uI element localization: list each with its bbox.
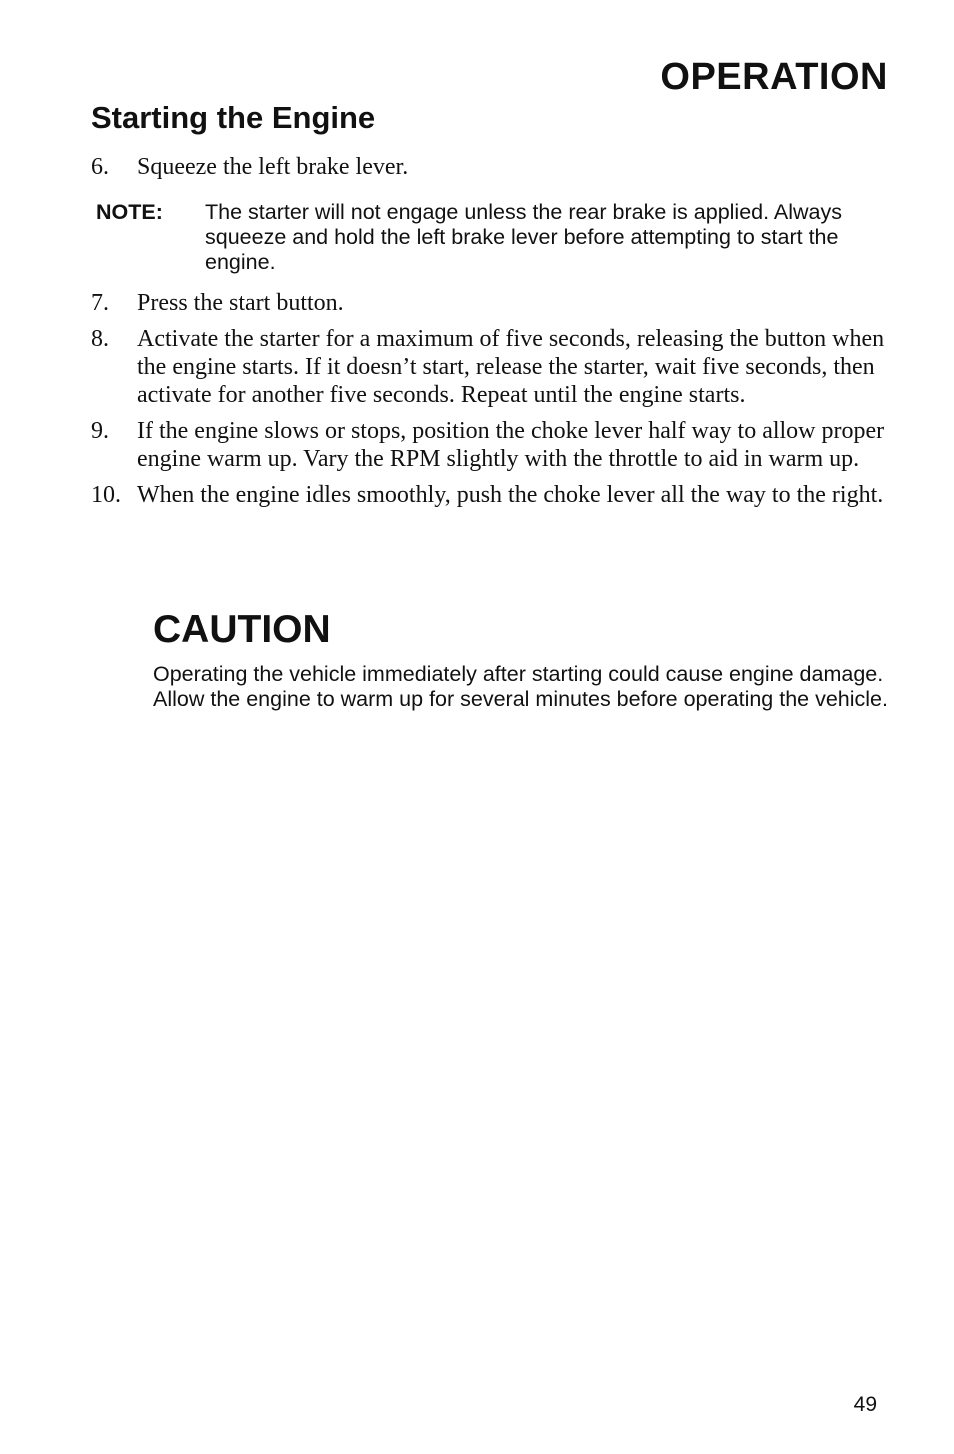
step-number: 6.: [91, 154, 109, 180]
step-text: When the engine idles smoothly, push the choke lever all the way to the right.: [137, 482, 884, 508]
page-number: 49: [853, 1393, 877, 1416]
step-number: 8.: [91, 326, 109, 352]
step-number: 9.: [91, 418, 109, 444]
note-text: The starter will not engage unless the rear brake is applied. Always squeeze and hold the left brake lever before attempting to start the engine.: [205, 200, 842, 274]
section-title: Starting the Engine: [91, 100, 376, 135]
step-text: If the engine slows or stops, position the choke lever half way to allow proper engine warm up. Vary the RPM slightly with the throttle to aid in warm up.: [137, 418, 885, 472]
caution-text: Operating the vehicle immediately after starting could cause engine damage. Allow the engine to warm up for several minutes before operating the vehicle.: [153, 662, 888, 711]
caution-block: [153, 606, 898, 712]
list-item: [91, 481, 891, 509]
caution-title: CAUTION: [153, 608, 331, 651]
step-text: Activate the starter for a maximum of five seconds, releasing the button when the engine starts. If it doesn’t start, release the starter, wait five seconds, then activate for another five seconds. Repeat until the engine starts.: [137, 326, 885, 408]
steps-list-second: [91, 289, 891, 517]
list-item: [91, 325, 891, 409]
list-item: [91, 153, 891, 181]
note-label: NOTE:: [96, 200, 163, 224]
page-header: OPERATION: [660, 56, 888, 98]
steps-list-first: [91, 153, 891, 189]
step-number: 10.: [91, 482, 121, 508]
list-item: [91, 289, 891, 317]
note-block: [96, 200, 896, 275]
list-item: [91, 417, 891, 473]
step-text: Press the start button.: [137, 290, 344, 316]
step-number: 7.: [91, 290, 109, 316]
step-text: Squeeze the left brake lever.: [137, 154, 409, 180]
